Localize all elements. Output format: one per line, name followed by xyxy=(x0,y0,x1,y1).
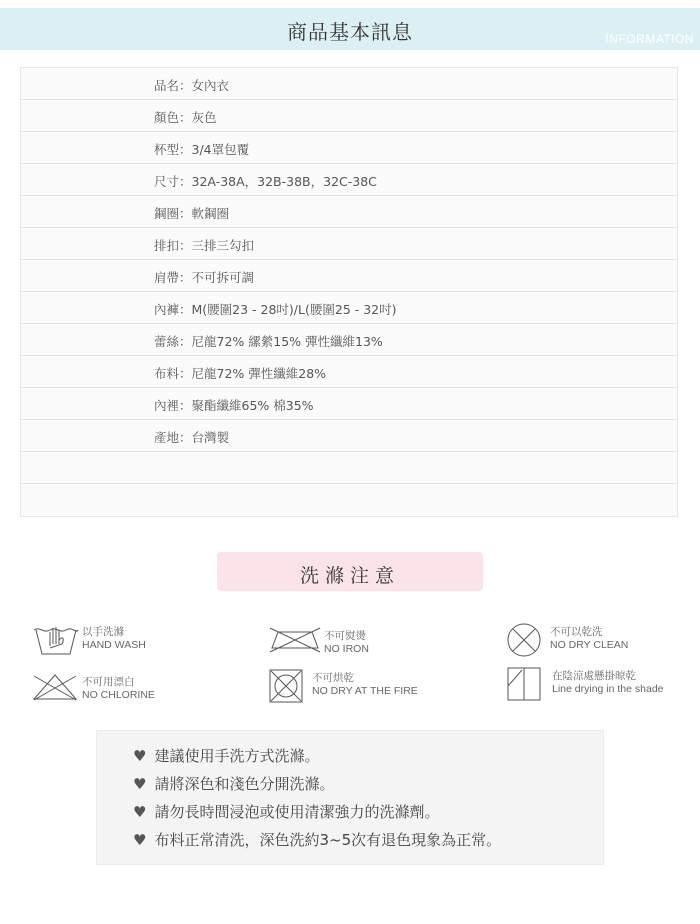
spec-row xyxy=(21,388,677,420)
spec-text: 顏色：灰色 xyxy=(154,110,217,125)
spec-row xyxy=(21,228,677,260)
spec-row xyxy=(21,324,677,356)
spec-text: 內裡：聚酯纖維65% 棉35% xyxy=(154,398,314,413)
spec-row xyxy=(21,68,677,100)
spec-row xyxy=(21,484,677,516)
spec-row xyxy=(21,100,677,132)
care-item-hand-wash xyxy=(32,622,212,662)
heart-icon: ♥ xyxy=(133,831,147,849)
no-chlorine-icon xyxy=(32,672,78,702)
spec-text: 鋼圈：軟鋼圈 xyxy=(154,206,230,221)
care-label-zh: 不可烘乾 xyxy=(312,672,354,684)
care-label-zh: 不可以乾洗 xyxy=(550,626,603,638)
note-item xyxy=(133,773,334,794)
care-item-no-tumble-dry xyxy=(268,668,448,708)
care-label-zh: 在陰涼處懸掛晾乾 xyxy=(552,670,636,682)
no-dry-clean-icon xyxy=(506,622,542,658)
care-label-en: Line drying in the shade xyxy=(552,683,664,695)
care-label-en: NO DRY AT THE FIRE xyxy=(312,685,418,697)
note-text: 建議使用手洗方式洗滌。 xyxy=(154,747,320,765)
spec-row xyxy=(21,132,677,164)
note-item xyxy=(133,829,501,850)
note-item xyxy=(133,745,319,766)
notes-box xyxy=(96,730,604,865)
care-label-zh: 不可用漂白 xyxy=(82,676,135,688)
note-text: 請將深色和淺色分開洗滌。 xyxy=(154,775,335,793)
spec-row xyxy=(21,452,677,484)
hand-wash-icon xyxy=(32,622,80,658)
spec-row xyxy=(21,292,677,324)
care-title-box xyxy=(217,552,483,591)
care-item-no-chlorine xyxy=(32,672,212,712)
spec-text: 蕾絲：尼龍72% 縲縈15% 彈性纖維13% xyxy=(154,334,383,349)
care-label-en: NO IRON xyxy=(324,643,369,655)
heart-icon: ♥ xyxy=(133,775,147,793)
care-title: 洗滌注意 xyxy=(299,565,400,587)
spec-row xyxy=(21,420,677,452)
section-title: 商品基本訊息 xyxy=(287,20,413,44)
spec-text: 排扣：三排三勾扣 xyxy=(154,238,255,253)
section-subtitle: INFORMATION xyxy=(605,32,694,46)
spec-text: 尺寸：32A-38A，32B-38B，32C-38C xyxy=(154,174,377,189)
spec-text: 品名：女內衣 xyxy=(154,78,230,93)
spec-text: 杯型：3/4罩包覆 xyxy=(154,142,250,157)
spec-row xyxy=(21,356,677,388)
care-label-en: NO DRY CLEAN xyxy=(550,639,629,651)
note-text: 布料正常清洗，深色洗約3~5次有退色現象為正常。 xyxy=(154,831,502,849)
care-label-en: NO CHLORINE xyxy=(82,689,155,701)
note-text: 請勿長時間浸泡或使用清潔強力的洗滌劑。 xyxy=(154,803,440,821)
spec-row xyxy=(21,260,677,292)
care-item-line-dry-shade xyxy=(506,666,696,706)
spec-table xyxy=(20,67,678,517)
note-item xyxy=(133,801,439,822)
heart-icon: ♥ xyxy=(133,747,147,765)
spec-text: 內褲：M(腰圍23 - 28吋)/L(腰圍25 - 32吋) xyxy=(154,302,397,317)
heart-icon: ♥ xyxy=(133,803,147,821)
care-item-no-iron xyxy=(268,626,448,666)
spec-row xyxy=(21,196,677,228)
line-dry-shade-icon xyxy=(506,666,542,702)
care-label-zh: 不可熨燙 xyxy=(324,630,366,642)
spec-text: 布料：尼龍72% 彈性纖維28% xyxy=(154,366,327,381)
no-iron-icon xyxy=(268,626,322,654)
care-label-en: HAND WASH xyxy=(82,639,146,651)
spec-text: 產地：台灣製 xyxy=(154,430,230,445)
no-tumble-dry-icon xyxy=(268,668,304,704)
care-label-zh: 以手洗滌 xyxy=(82,626,124,638)
care-item-no-dry-clean xyxy=(506,622,686,662)
spec-row xyxy=(21,164,677,196)
spec-text: 肩帶：不可拆可調 xyxy=(154,270,255,285)
